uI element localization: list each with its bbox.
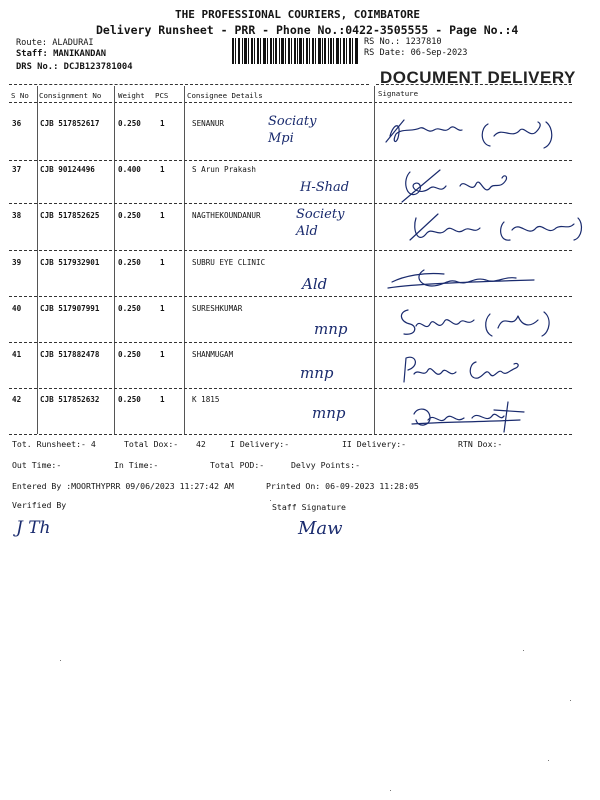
scan-speck: [548, 760, 549, 761]
staff-label: Staff: MANIKANDAN: [16, 49, 107, 59]
row-sno: 38: [12, 211, 22, 220]
row-consignee: SHANMUGAM: [192, 350, 234, 359]
col-sno: S No: [11, 91, 29, 100]
row-pcs: 1: [160, 165, 165, 174]
col-signature: Signature: [378, 89, 419, 98]
staff-signature-label: Staff Signature: [272, 502, 346, 512]
col-line-4: [374, 86, 375, 434]
route-label: Route: ALADURAI: [16, 38, 94, 48]
row-weight: 0.250: [118, 304, 141, 313]
col-consignment: Consignment No: [39, 91, 102, 100]
entered-by: Entered By :MOORTHYPRR 09/06/2023 11:27:42 AM: [12, 481, 234, 491]
row-divider: [9, 342, 572, 343]
row-pcs: 1: [160, 119, 165, 128]
col-weight: Weight: [118, 91, 145, 100]
row-divider: [9, 250, 572, 251]
row-weight: 0.250: [118, 211, 141, 220]
row-consignment: CJB 517852625: [40, 211, 100, 220]
verified-by: Verified By: [12, 500, 67, 510]
row-weight: 0.250: [118, 395, 141, 404]
staff-signature: Maw: [298, 518, 343, 539]
row-sno: 37: [12, 165, 22, 174]
header-divider-top: [9, 84, 369, 85]
signature-row-38: [408, 210, 588, 246]
signature-row-40: [394, 304, 554, 340]
row-divider: [9, 160, 572, 161]
table-bottom-divider: [9, 434, 572, 435]
row-divider: [9, 388, 572, 389]
handwritten-note: H-Shad: [300, 180, 350, 195]
row-consignment: CJB 90124496: [40, 165, 95, 174]
row-pcs: 1: [160, 350, 165, 359]
signature-row-41: [398, 352, 528, 386]
signature-row-37: [380, 166, 520, 206]
row-pcs: 1: [160, 211, 165, 220]
delvy-points: Delvy Points:-: [291, 460, 361, 470]
row-consignee: S Arun Prakash: [192, 165, 257, 174]
scan-speck: [523, 650, 524, 651]
scan-speck: [60, 660, 61, 661]
in-time: In Time:-: [114, 460, 159, 470]
signature-row-42: [408, 400, 528, 434]
total-dox-value: 42: [196, 439, 206, 449]
row-consignee: NAGTHEKOUNDANUR: [192, 211, 261, 220]
row-pcs: 1: [160, 258, 165, 267]
runsheet-subtitle: Delivery Runsheet - PRR - Phone No.:0422-3505555 - Page No.:4: [96, 23, 519, 37]
row-sno: 41: [12, 350, 22, 359]
handwritten-note: mnp: [300, 364, 334, 382]
rs-number: RS No.: 1237810: [364, 37, 442, 47]
drs-number: DRS No.: DCJB123781004: [16, 62, 133, 72]
row-consignment: CJB 517852617: [40, 119, 100, 128]
tot-runsheet: Tot. Runsheet:- 4: [12, 439, 96, 449]
header-divider-bottom: [9, 102, 572, 103]
row-sno: 39: [12, 258, 22, 267]
total-dox-label: Total Dox:-: [124, 439, 179, 449]
i-delivery: I Delivery:-: [230, 439, 290, 449]
scan-speck: [570, 700, 571, 701]
header-divider-top-right: [376, 84, 572, 85]
row-consignee: SUBRU EYE CLINIC: [192, 258, 266, 267]
row-weight: 0.250: [118, 350, 141, 359]
row-consignment: CJB 517852632: [40, 395, 100, 404]
row-consignee: SURESHKUMAR: [192, 304, 243, 313]
row-sno: 36: [12, 119, 22, 128]
printed-on: Printed On: 06-09-2023 11:28:05: [266, 481, 419, 491]
col-line-3: [184, 86, 185, 434]
row-weight: 0.400: [118, 165, 141, 174]
signature-row-39: [384, 262, 544, 298]
row-consignment: CJB 517882478: [40, 350, 100, 359]
out-time: Out Time:-: [12, 460, 62, 470]
barcode: [232, 38, 358, 64]
row-consignment: CJB 517932901: [40, 258, 100, 267]
total-pod: Total POD:-: [210, 460, 265, 470]
handwritten-note: Ald: [302, 275, 328, 293]
verified-by-signature: J Th: [16, 518, 51, 538]
col-line-1: [37, 86, 38, 434]
row-sno: 42: [12, 395, 22, 404]
handwritten-note: mnp: [314, 320, 348, 338]
row-weight: 0.250: [118, 119, 141, 128]
col-pcs: PCS: [155, 91, 169, 100]
col-line-2: [114, 86, 115, 434]
row-sno: 40: [12, 304, 22, 313]
col-consignee: Consignee Details: [187, 91, 263, 100]
handwritten-note: Sociaty Mpi: [268, 114, 317, 146]
row-pcs: 1: [160, 395, 165, 404]
document-delivery-stamp: DOCUMENT DELIVERY: [380, 68, 576, 87]
signature-row-36: [384, 114, 564, 154]
company-title: THE PROFESSIONAL COURIERS, COIMBATORE: [175, 8, 421, 21]
handwritten-note: mnp: [312, 404, 346, 422]
row-consignee: K 1815: [192, 395, 220, 404]
scan-speck: [270, 500, 271, 501]
ii-delivery: II Delivery:-: [342, 439, 407, 449]
rs-date: RS Date: 06-Sep-2023: [364, 48, 468, 58]
handwritten-note: Society Ald: [296, 207, 345, 239]
row-weight: 0.250: [118, 258, 141, 267]
row-consignee: SENANUR: [192, 119, 225, 128]
rtn-dox: RTN Dox:-: [458, 439, 503, 449]
row-pcs: 1: [160, 304, 165, 313]
scan-speck: [390, 790, 391, 791]
row-consignment: CJB 517907991: [40, 304, 100, 313]
